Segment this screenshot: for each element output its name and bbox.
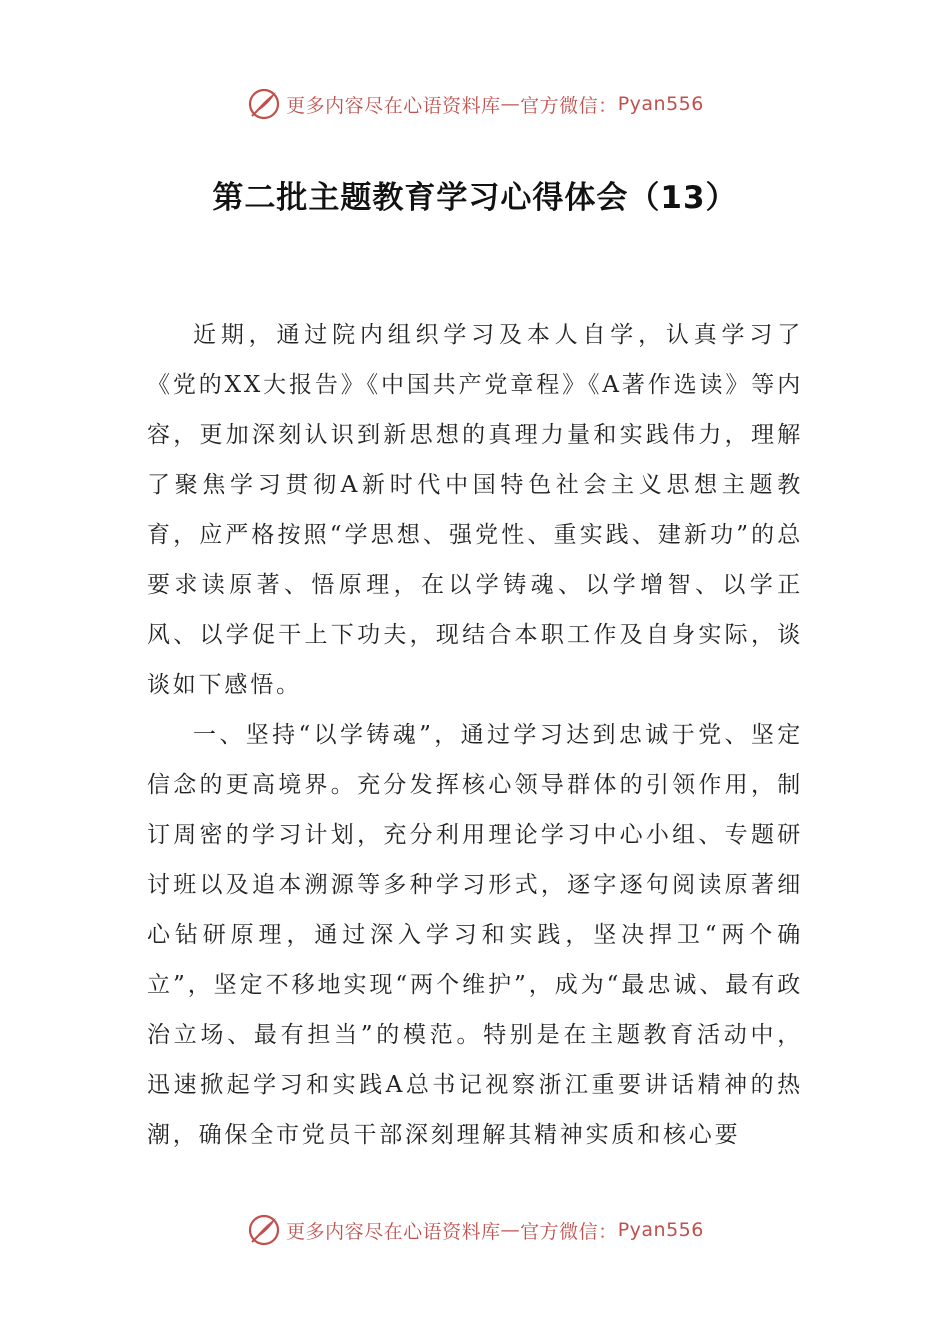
banner-site-text: 更多内容尽在心语资料库 <box>286 94 501 117</box>
header-watermark-banner <box>0 84 950 124</box>
quill-pen-logo-icon <box>246 86 282 122</box>
banner-wechat-label: 官方微信： <box>520 94 618 117</box>
banner-wechat-id: Pyan556 <box>617 93 704 115</box>
banner-dash: — <box>500 1219 521 1241</box>
banner-wechat-id: Pyan556 <box>617 1219 704 1241</box>
banner-site-text: 更多内容尽在心语资料库 <box>286 1220 501 1243</box>
paragraph-intro: 近期，通过院内组织学习及本人自学，认真学习了《党的XX大报告》《中国共产党章程》《A著作选读》等内容，更加深刻认识到新思想的真理力量和实践伟力，理解了聚焦学习贯彻A新时代中国特色社会主义思想主题教育，应严格按照“学思想、强党性、重实践、建新功”的总要求读原著、悟原理，在以学铸魂、以学增智、以学正风、以学促干上下功夫，现结合本职工作及自身实际，谈谈如下感悟。 <box>147 322 803 698</box>
banner-wechat-label: 官方微信： <box>520 1220 618 1243</box>
banner-dash: — <box>500 93 521 115</box>
document-body <box>147 310 803 1160</box>
paragraph-section-1: 一、坚持“以学铸魂”，通过学习达到忠诚于党、坚定信念的更高境界。充分发挥核心领导群体的引领作用，制订周密的学习计划，充分利用理论学习中心小组、专题研讨班以及追本溯源等多种学习形式，逐字逐句阅读原著细心钻研原理，通过深入学习和实践，坚决捍卫“两个确立”，坚定不移地实现“两个维护”，成为“最忠诚、最有政治立场、最有担当”的模范。特别是在主题教育活动中，迅速掀起学习和实践A总书记视察浙江重要讲话精神的热潮，确保全市党员干部深刻理解其精神实质和核心要 <box>147 722 803 1148</box>
footer-watermark-banner <box>0 1210 950 1250</box>
quill-pen-logo-icon <box>246 1212 282 1248</box>
document-title: 第二批主题教育学习心得体会（13） <box>212 180 738 216</box>
